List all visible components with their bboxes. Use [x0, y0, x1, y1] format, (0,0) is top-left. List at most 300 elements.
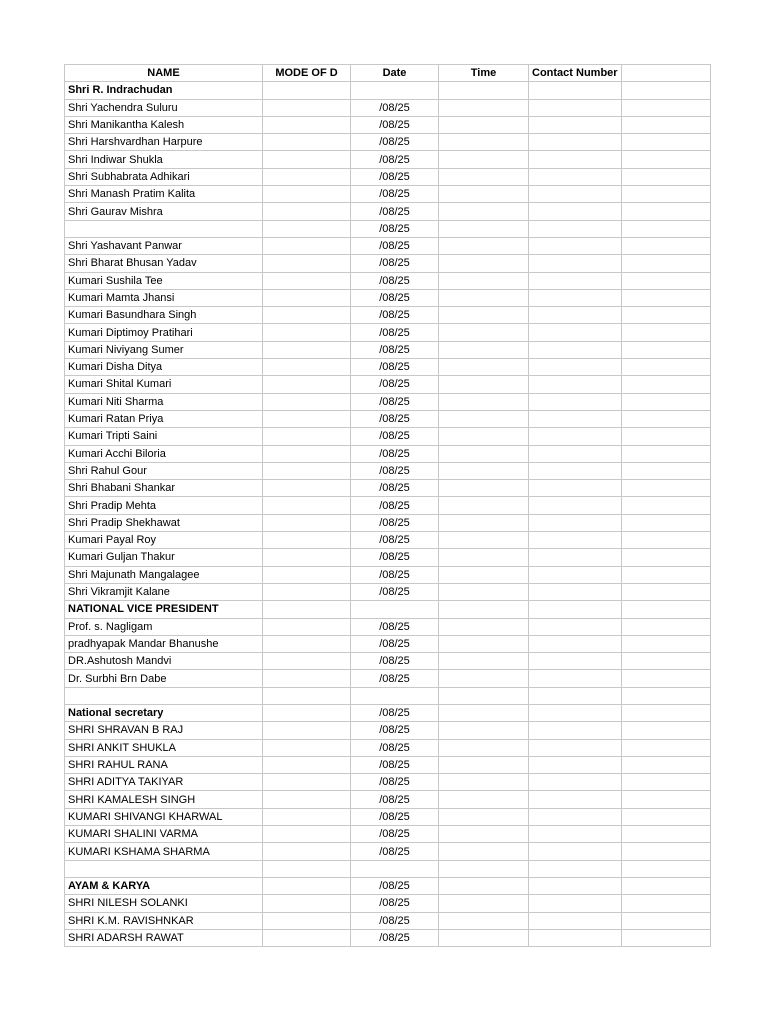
cell-date: /08/25 [351, 739, 439, 756]
cell-extra [621, 168, 710, 185]
table-row [65, 376, 711, 393]
cell-extra [621, 289, 710, 306]
cell-contact [529, 341, 622, 358]
cell-date: /08/25 [351, 186, 439, 203]
cell-date: /08/25 [351, 618, 439, 635]
cell-date [351, 860, 439, 877]
table-row [65, 82, 711, 99]
attendance-table [64, 64, 711, 947]
cell-date: /08/25 [351, 393, 439, 410]
cell-contact [529, 497, 622, 514]
cell-contact [529, 895, 622, 912]
cell-time [439, 739, 529, 756]
cell-name: Shri Majunath Mangalagee [65, 566, 263, 583]
cell-name: Kumari Disha Ditya [65, 359, 263, 376]
cell-time [439, 82, 529, 99]
cell-contact [529, 774, 622, 791]
cell-date: /08/25 [351, 514, 439, 531]
cell-date: /08/25 [351, 462, 439, 479]
cell-extra [621, 583, 710, 600]
cell-extra [621, 860, 710, 877]
cell-mode [263, 774, 351, 791]
cell-name: DR.Ashutosh Mandvi [65, 653, 263, 670]
cell-contact [529, 722, 622, 739]
cell-date [351, 601, 439, 618]
cell-extra [621, 549, 710, 566]
table-row [65, 497, 711, 514]
cell-time [439, 704, 529, 721]
cell-time [439, 583, 529, 600]
cell-time [439, 410, 529, 427]
cell-time [439, 687, 529, 704]
cell-contact [529, 116, 622, 133]
cell-time [439, 653, 529, 670]
cell-name: Shri Pradip Shekhawat [65, 514, 263, 531]
cell-extra [621, 272, 710, 289]
cell-contact [529, 826, 622, 843]
table-row [65, 566, 711, 583]
table-row [65, 220, 711, 237]
cell-mode [263, 739, 351, 756]
cell-date: /08/25 [351, 410, 439, 427]
cell-date: /08/25 [351, 134, 439, 151]
table-row [65, 428, 711, 445]
cell-contact [529, 583, 622, 600]
cell-date: /08/25 [351, 583, 439, 600]
cell-name: Shri Pradip Mehta [65, 497, 263, 514]
table-row [65, 791, 711, 808]
cell-time [439, 151, 529, 168]
cell-date: /08/25 [351, 203, 439, 220]
cell-contact [529, 860, 622, 877]
cell-contact [529, 566, 622, 583]
cell-name: Shri Vikramjit Kalane [65, 583, 263, 600]
header-mode: MODE OF D [263, 65, 351, 82]
header-date: Date [351, 65, 439, 82]
cell-extra [621, 255, 710, 272]
cell-mode [263, 704, 351, 721]
cell-date: /08/25 [351, 168, 439, 185]
cell-contact [529, 428, 622, 445]
cell-name: KUMARI SHALINI VARMA [65, 826, 263, 843]
table-row [65, 393, 711, 410]
cell-extra [621, 134, 710, 151]
cell-mode [263, 410, 351, 427]
cell-name: Shri Yashavant Panwar [65, 237, 263, 254]
cell-extra [621, 341, 710, 358]
table-row [65, 324, 711, 341]
cell-extra [621, 739, 710, 756]
cell-mode [263, 116, 351, 133]
cell-extra [621, 704, 710, 721]
cell-date: /08/25 [351, 808, 439, 825]
header-extra [621, 65, 710, 82]
table-row [65, 653, 711, 670]
cell-extra [621, 618, 710, 635]
cell-name: SHRI SHRAVAN B RAJ [65, 722, 263, 739]
cell-extra [621, 929, 710, 946]
table-row [65, 134, 711, 151]
cell-extra [621, 895, 710, 912]
cell-contact [529, 739, 622, 756]
cell-contact [529, 756, 622, 773]
cell-contact [529, 255, 622, 272]
cell-name: Kumari Acchi Biloria [65, 445, 263, 462]
cell-name: Kumari Basundhara Singh [65, 307, 263, 324]
table-row [65, 756, 711, 773]
cell-contact [529, 376, 622, 393]
cell-date [351, 82, 439, 99]
cell-name: Dr. Surbhi Brn Dabe [65, 670, 263, 687]
cell-mode [263, 341, 351, 358]
cell-mode [263, 601, 351, 618]
cell-extra [621, 220, 710, 237]
cell-extra [621, 410, 710, 427]
cell-date: /08/25 [351, 791, 439, 808]
cell-time [439, 618, 529, 635]
cell-date: /08/25 [351, 289, 439, 306]
cell-contact [529, 237, 622, 254]
cell-date: /08/25 [351, 895, 439, 912]
cell-mode [263, 549, 351, 566]
cell-contact [529, 307, 622, 324]
cell-extra [621, 722, 710, 739]
cell-mode [263, 808, 351, 825]
cell-contact [529, 653, 622, 670]
cell-time [439, 566, 529, 583]
cell-time [439, 272, 529, 289]
cell-name: Kumari Mamta Jhansi [65, 289, 263, 306]
table-row [65, 843, 711, 860]
cell-mode [263, 912, 351, 929]
cell-date: /08/25 [351, 220, 439, 237]
cell-time [439, 237, 529, 254]
table-row [65, 618, 711, 635]
cell-mode [263, 826, 351, 843]
cell-extra [621, 912, 710, 929]
cell-mode [263, 324, 351, 341]
cell-time [439, 480, 529, 497]
table-row [65, 722, 711, 739]
cell-date: /08/25 [351, 359, 439, 376]
cell-time [439, 324, 529, 341]
table-row [65, 601, 711, 618]
cell-date: /08/25 [351, 653, 439, 670]
cell-extra [621, 186, 710, 203]
cell-contact [529, 324, 622, 341]
table-row [65, 774, 711, 791]
cell-time [439, 722, 529, 739]
cell-name: Kumari Guljan Thakur [65, 549, 263, 566]
cell-contact [529, 359, 622, 376]
cell-name: Shri Bhabani Shankar [65, 480, 263, 497]
header-row [65, 65, 711, 82]
cell-contact [529, 410, 622, 427]
cell-time [439, 289, 529, 306]
cell-mode [263, 255, 351, 272]
cell-date: /08/25 [351, 722, 439, 739]
cell-mode [263, 791, 351, 808]
cell-name: SHRI K.M. RAVISHNKAR [65, 912, 263, 929]
cell-extra [621, 393, 710, 410]
cell-time [439, 532, 529, 549]
cell-contact [529, 134, 622, 151]
cell-extra [621, 203, 710, 220]
cell-contact [529, 203, 622, 220]
cell-contact [529, 99, 622, 116]
cell-contact [529, 289, 622, 306]
cell-mode [263, 445, 351, 462]
cell-name: Shri Yachendra Suluru [65, 99, 263, 116]
cell-date: /08/25 [351, 445, 439, 462]
cell-contact [529, 635, 622, 652]
cell-extra [621, 116, 710, 133]
table-row [65, 255, 711, 272]
cell-mode [263, 462, 351, 479]
cell-time [439, 808, 529, 825]
cell-date: /08/25 [351, 843, 439, 860]
table-row [65, 808, 711, 825]
cell-name [65, 860, 263, 877]
cell-name: SHRI NILESH SOLANKI [65, 895, 263, 912]
cell-extra [621, 462, 710, 479]
cell-time [439, 134, 529, 151]
cell-mode [263, 272, 351, 289]
cell-date: /08/25 [351, 670, 439, 687]
cell-mode [263, 203, 351, 220]
table-header [65, 65, 711, 82]
cell-mode [263, 237, 351, 254]
table-row [65, 359, 711, 376]
cell-contact [529, 549, 622, 566]
cell-mode [263, 514, 351, 531]
table-row [65, 739, 711, 756]
cell-contact [529, 168, 622, 185]
cell-contact [529, 445, 622, 462]
cell-name: Shri Rahul Gour [65, 462, 263, 479]
cell-name: KUMARI KSHAMA SHARMA [65, 843, 263, 860]
cell-mode [263, 151, 351, 168]
cell-date: /08/25 [351, 549, 439, 566]
cell-time [439, 860, 529, 877]
cell-name: Kumari Tripti Saini [65, 428, 263, 445]
header-name: NAME [65, 65, 263, 82]
table-row [65, 912, 711, 929]
cell-mode [263, 532, 351, 549]
cell-time [439, 549, 529, 566]
cell-date: /08/25 [351, 635, 439, 652]
cell-name: Kumari Ratan Priya [65, 410, 263, 427]
cell-mode [263, 428, 351, 445]
cell-extra [621, 566, 710, 583]
cell-extra [621, 532, 710, 549]
cell-time [439, 445, 529, 462]
table-row [65, 895, 711, 912]
cell-date: /08/25 [351, 376, 439, 393]
cell-contact [529, 670, 622, 687]
cell-contact [529, 912, 622, 929]
cell-name: SHRI KAMALESH SINGH [65, 791, 263, 808]
cell-extra [621, 428, 710, 445]
cell-name: Shri R. Indrachudan [65, 82, 263, 99]
cell-date: /08/25 [351, 497, 439, 514]
cell-extra [621, 151, 710, 168]
cell-date: /08/25 [351, 566, 439, 583]
cell-mode [263, 134, 351, 151]
cell-name: National secretary [65, 704, 263, 721]
cell-time [439, 341, 529, 358]
table-row [65, 203, 711, 220]
cell-time [439, 220, 529, 237]
cell-date: /08/25 [351, 307, 439, 324]
cell-mode [263, 359, 351, 376]
cell-name: Kumari Shital Kumari [65, 376, 263, 393]
cell-extra [621, 756, 710, 773]
cell-name: Shri Manash Pratim Kalita [65, 186, 263, 203]
cell-mode [263, 618, 351, 635]
cell-extra [621, 324, 710, 341]
cell-date: /08/25 [351, 341, 439, 358]
cell-time [439, 670, 529, 687]
table-row [65, 186, 711, 203]
cell-name: SHRI RAHUL RANA [65, 756, 263, 773]
cell-contact [529, 393, 622, 410]
table-row [65, 410, 711, 427]
cell-name: AYAM & KARYA [65, 877, 263, 894]
table-row [65, 307, 711, 324]
table-row [65, 480, 711, 497]
cell-time [439, 826, 529, 843]
cell-time [439, 99, 529, 116]
table-row [65, 860, 711, 877]
cell-mode [263, 289, 351, 306]
cell-time [439, 635, 529, 652]
cell-date: /08/25 [351, 480, 439, 497]
cell-mode [263, 860, 351, 877]
cell-name: Shri Indiwar Shukla [65, 151, 263, 168]
cell-mode [263, 583, 351, 600]
cell-time [439, 116, 529, 133]
cell-name: Kumari Payal Roy [65, 532, 263, 549]
cell-date: /08/25 [351, 877, 439, 894]
cell-name: SHRI ADARSH RAWAT [65, 929, 263, 946]
header-contact: Contact Number [529, 65, 622, 82]
cell-time [439, 601, 529, 618]
table-row [65, 289, 711, 306]
cell-time [439, 359, 529, 376]
cell-date: /08/25 [351, 774, 439, 791]
cell-name: SHRI ANKIT SHUKLA [65, 739, 263, 756]
table-body [65, 82, 711, 947]
cell-name: Shri Subhabrata Adhikari [65, 168, 263, 185]
table-row [65, 704, 711, 721]
cell-contact [529, 843, 622, 860]
table-row [65, 514, 711, 531]
cell-time [439, 843, 529, 860]
table-row [65, 272, 711, 289]
cell-extra [621, 514, 710, 531]
table-row [65, 826, 711, 843]
cell-mode [263, 566, 351, 583]
cell-contact [529, 151, 622, 168]
cell-extra [621, 808, 710, 825]
cell-extra [621, 99, 710, 116]
cell-date: /08/25 [351, 237, 439, 254]
cell-time [439, 756, 529, 773]
cell-contact [529, 791, 622, 808]
table-row [65, 635, 711, 652]
cell-contact [529, 618, 622, 635]
cell-time [439, 929, 529, 946]
cell-mode [263, 843, 351, 860]
cell-time [439, 497, 529, 514]
table-row [65, 549, 711, 566]
cell-time [439, 774, 529, 791]
cell-time [439, 912, 529, 929]
cell-date: /08/25 [351, 929, 439, 946]
cell-contact [529, 687, 622, 704]
cell-mode [263, 220, 351, 237]
cell-time [439, 791, 529, 808]
cell-mode [263, 376, 351, 393]
cell-name: Kumari Sushila Tee [65, 272, 263, 289]
table-row [65, 341, 711, 358]
cell-contact [529, 877, 622, 894]
cell-extra [621, 359, 710, 376]
cell-mode [263, 722, 351, 739]
table-row [65, 877, 711, 894]
table-row [65, 99, 711, 116]
cell-contact [529, 808, 622, 825]
cell-name: Shri Manikantha Kalesh [65, 116, 263, 133]
cell-extra [621, 670, 710, 687]
cell-date: /08/25 [351, 428, 439, 445]
table-row [65, 445, 711, 462]
table-row [65, 670, 711, 687]
cell-extra [621, 237, 710, 254]
cell-contact [529, 514, 622, 531]
cell-name: Kumari Niti Sharma [65, 393, 263, 410]
cell-time [439, 203, 529, 220]
cell-time [439, 393, 529, 410]
cell-contact [529, 704, 622, 721]
cell-contact [529, 272, 622, 289]
cell-mode [263, 99, 351, 116]
cell-extra [621, 843, 710, 860]
cell-mode [263, 756, 351, 773]
cell-date: /08/25 [351, 532, 439, 549]
cell-extra [621, 601, 710, 618]
cell-extra [621, 877, 710, 894]
cell-date: /08/25 [351, 826, 439, 843]
cell-extra [621, 82, 710, 99]
cell-time [439, 428, 529, 445]
cell-name [65, 220, 263, 237]
cell-contact [529, 462, 622, 479]
table-row [65, 151, 711, 168]
cell-contact [529, 220, 622, 237]
table-row [65, 462, 711, 479]
cell-name: Kumari Niviyang Sumer [65, 341, 263, 358]
cell-time [439, 462, 529, 479]
cell-name: pradhyapak Mandar Bhanushe [65, 635, 263, 652]
table-row [65, 687, 711, 704]
cell-contact [529, 480, 622, 497]
cell-extra [621, 445, 710, 462]
cell-date: /08/25 [351, 255, 439, 272]
cell-time [439, 877, 529, 894]
cell-contact [529, 929, 622, 946]
